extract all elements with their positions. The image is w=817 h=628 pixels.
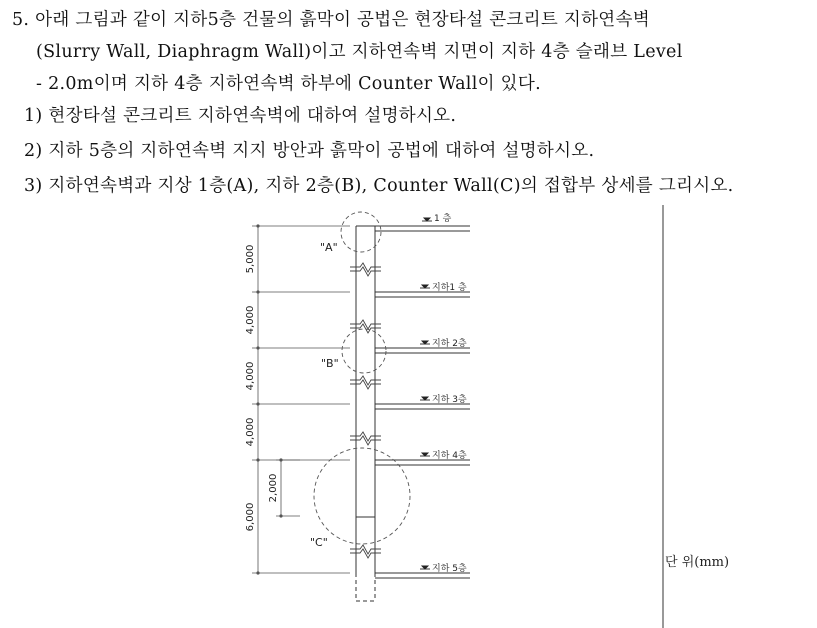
question-line-1: 5. 아래 그림과 같이 지하5층 건물의 흙막이 공법은 현장타설 콘크리트 지하연속벽 [12, 10, 650, 30]
detail-label-c: "C" [310, 536, 328, 549]
level-label-b5: 지하 5층 [432, 564, 467, 574]
level-label-b3: 지하 3층 [432, 395, 467, 405]
unit-note: 단 위(mm) [665, 555, 730, 570]
level-markers [420, 218, 432, 569]
level-label-b4: 지하 4층 [432, 451, 467, 461]
level-label-b2: 지하 2층 [432, 339, 467, 349]
dimension-chain [252, 226, 350, 573]
level-label-1f: 1 층 [434, 214, 452, 224]
wall-break-marks [350, 263, 381, 558]
dim-b1: 5,000 [245, 244, 256, 274]
sub-question-2: 2) 지하 5층의 지하연속벽 지지 방안과 흙막이 공법에 대하여 설명하시오. [24, 141, 595, 161]
dim-b2: 4,000 [245, 305, 256, 335]
dim-b5: 6,000 [245, 502, 256, 532]
sub-question-1: 1) 현장타설 콘크리트 지하연속벽에 대하여 설명하시오. [24, 106, 457, 126]
detail-circle-b [342, 329, 386, 373]
question-line-2: (Slurry Wall, Diaphragm Wall)이고 지하연속벽 지면이 지하 4층 슬래브 Level [36, 42, 683, 62]
detail-label-a: "A" [320, 241, 338, 254]
dim-b3: 4,000 [245, 361, 256, 391]
level-label-b1: 지하1 층 [432, 283, 467, 293]
question-line-3: - 2.0m이며 지하 4층 지하연속벽 하부에 Counter Wall이 있다. [36, 74, 541, 94]
dim-b4: 4,000 [245, 417, 256, 447]
sub-question-3: 3) 지하연속벽과 지상 1층(A), 지하 2층(B), Counter Wall(C)의 접합부 상세를 그리시오. [24, 176, 734, 196]
detail-circle-c [314, 448, 410, 544]
diaphragm-wall [356, 226, 375, 601]
detail-label-b: "B" [321, 357, 339, 370]
dim-inner: 2,000 [268, 473, 279, 503]
